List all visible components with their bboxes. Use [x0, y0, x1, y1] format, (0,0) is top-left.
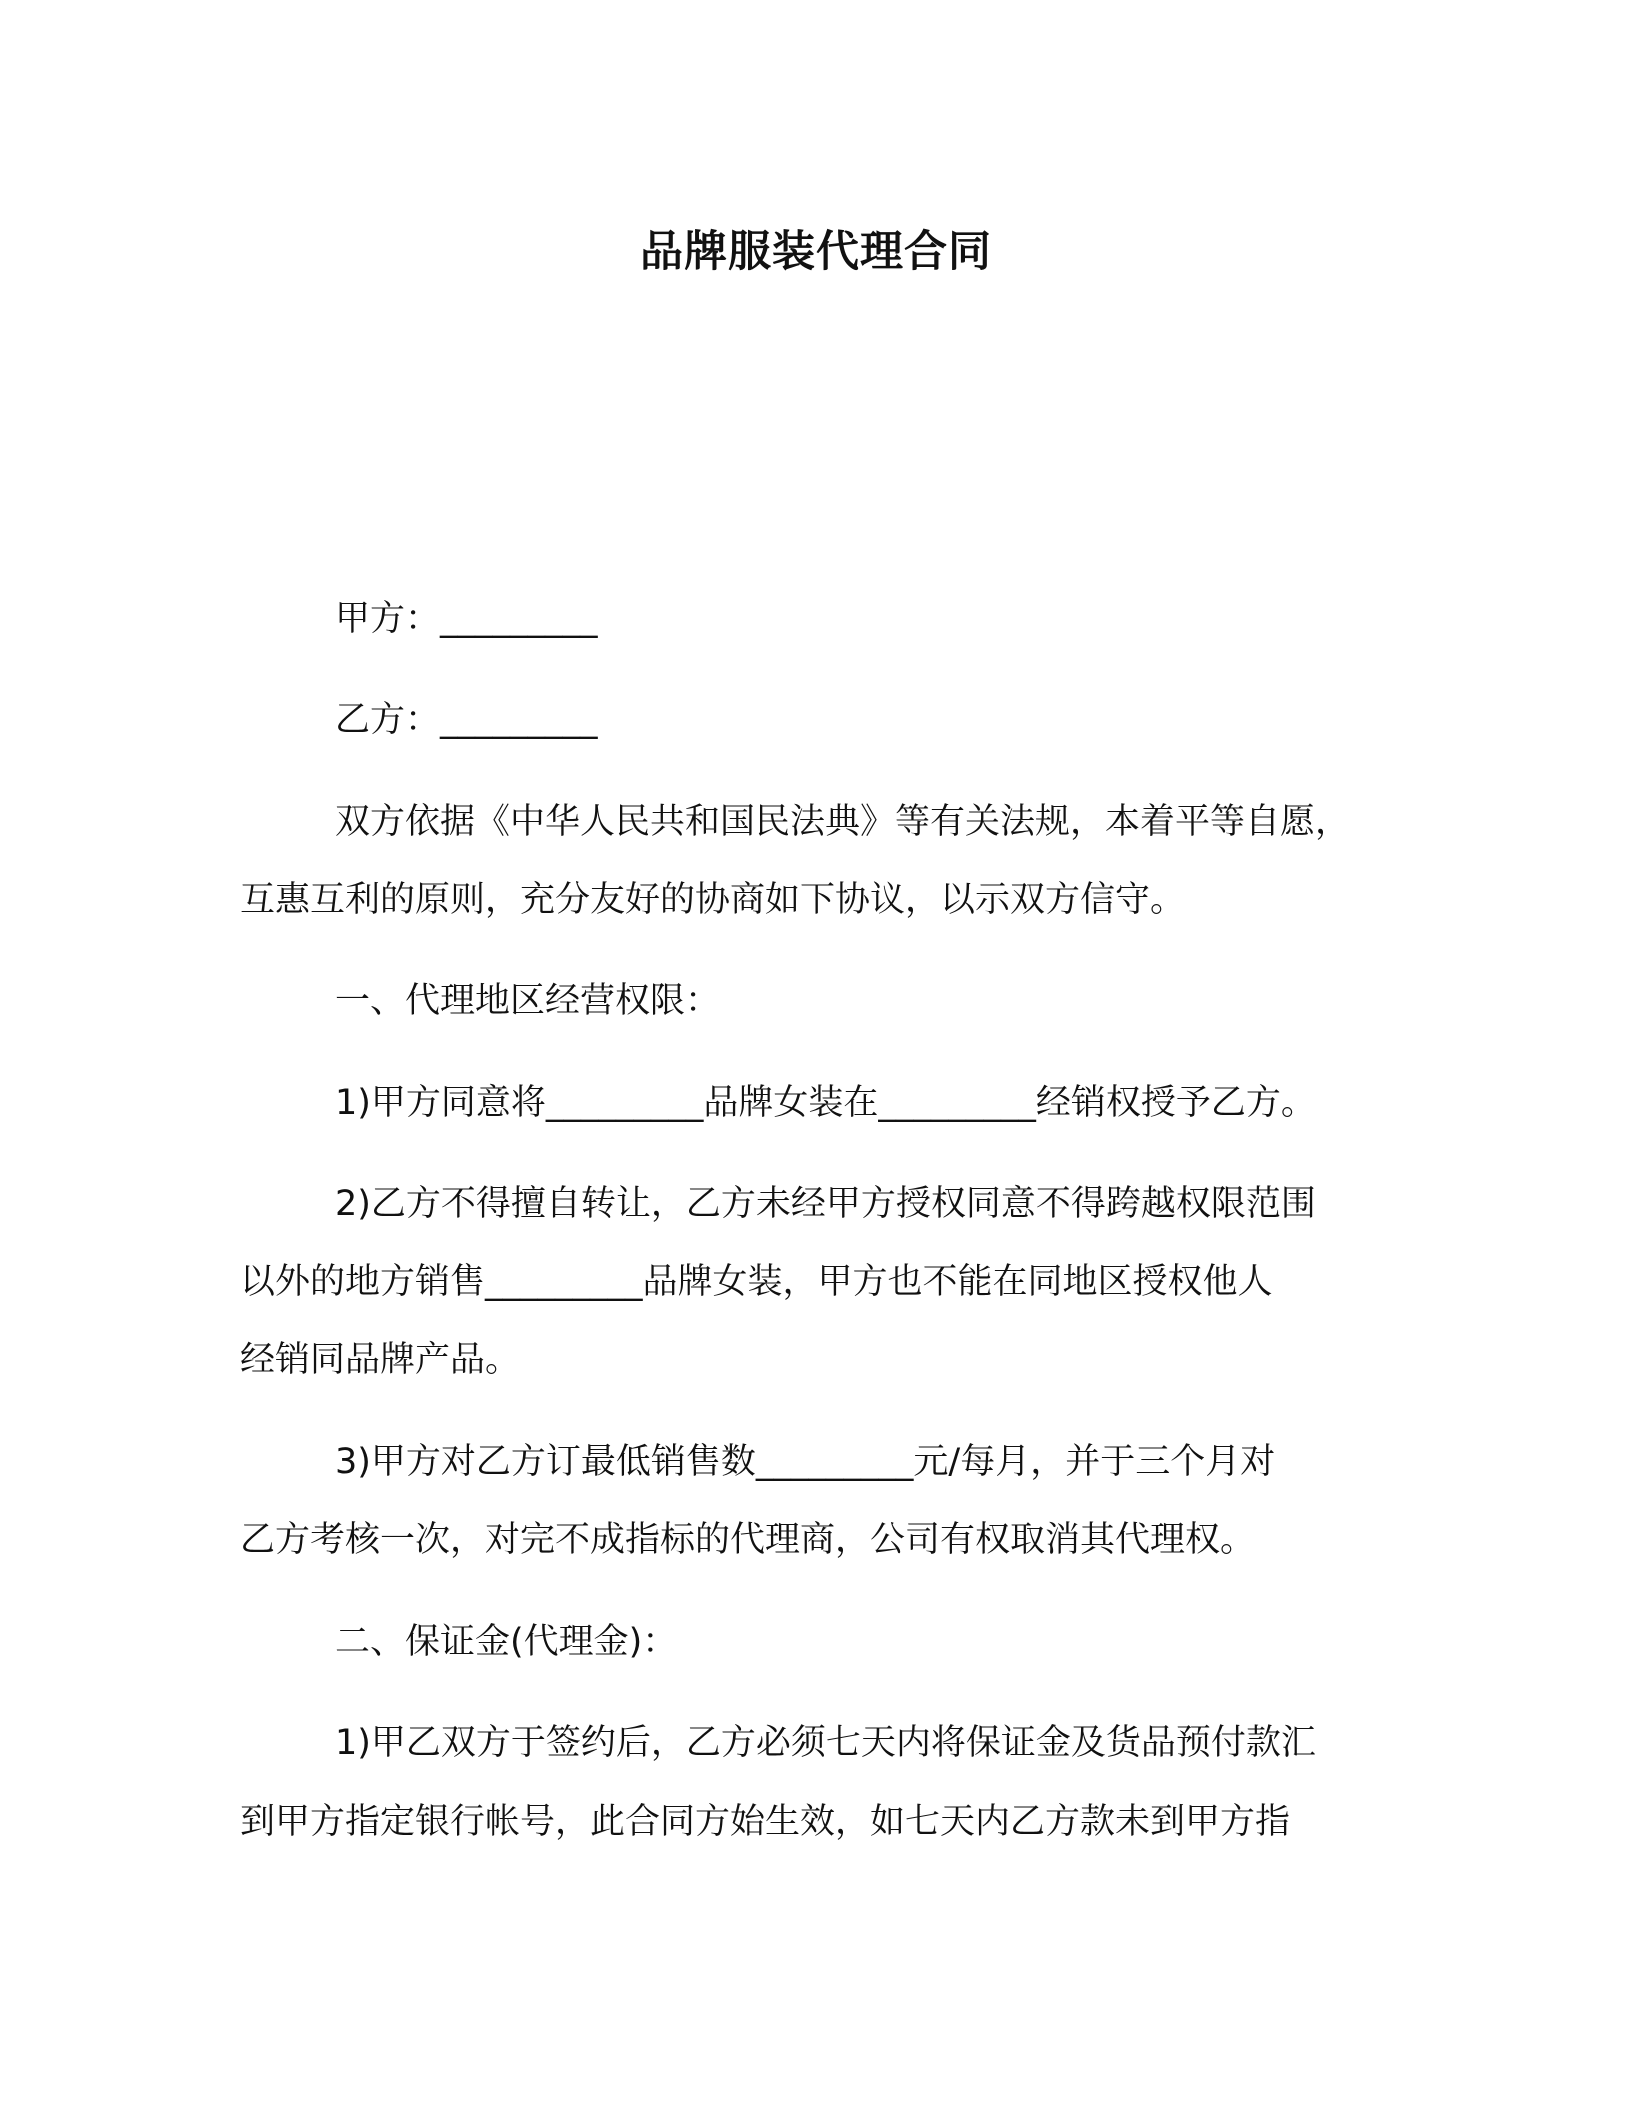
clause-1-3-line-1: 3)甲方对乙方订最低销售数_________元/每月，并于三个月对 [335, 1442, 1276, 1482]
clause-1-1: 1)甲方同意将_________品牌女装在_________经销权授予乙方。 [335, 1083, 1316, 1123]
section-1-heading: 一、代理地区经营权限： [335, 981, 721, 1021]
clause-2-1-line-1: 1)甲乙双方于签约后，乙方必须七天内将保证金及货品预付款汇 [335, 1723, 1316, 1763]
clause-1-2-line-2: 以外的地方销售_________品牌女装，甲方也不能在同地区授权他人 [240, 1262, 1273, 1302]
document-title: 品牌服装代理合同 [640, 227, 992, 277]
clause-2-1-line-2: 到甲方指定银行帐号，此合同方始生效，如七天内乙方款未到甲方指 [240, 1802, 1291, 1842]
intro-paragraph-line-2: 互惠互利的原则，充分友好的协商如下协议，以示双方信守。 [240, 880, 1186, 920]
clause-1-3-line-2: 乙方考核一次，对完不成指标的代理商，公司有权取消其代理权。 [240, 1520, 1256, 1560]
party-a-line: 甲方：_________ [335, 599, 598, 639]
clause-1-2-line-1: 2)乙方不得擅自转让，乙方未经甲方授权同意不得跨越权限范围 [335, 1184, 1316, 1224]
intro-paragraph-line-1: 双方依据《中华人民共和国民法典》等有关法规，本着平等自愿， [335, 802, 1351, 842]
party-b-line: 乙方：_________ [335, 700, 598, 740]
section-2-heading: 二、保证金(代理金)： [335, 1622, 678, 1662]
clause-1-2-line-3: 经销同品牌产品。 [240, 1340, 521, 1380]
